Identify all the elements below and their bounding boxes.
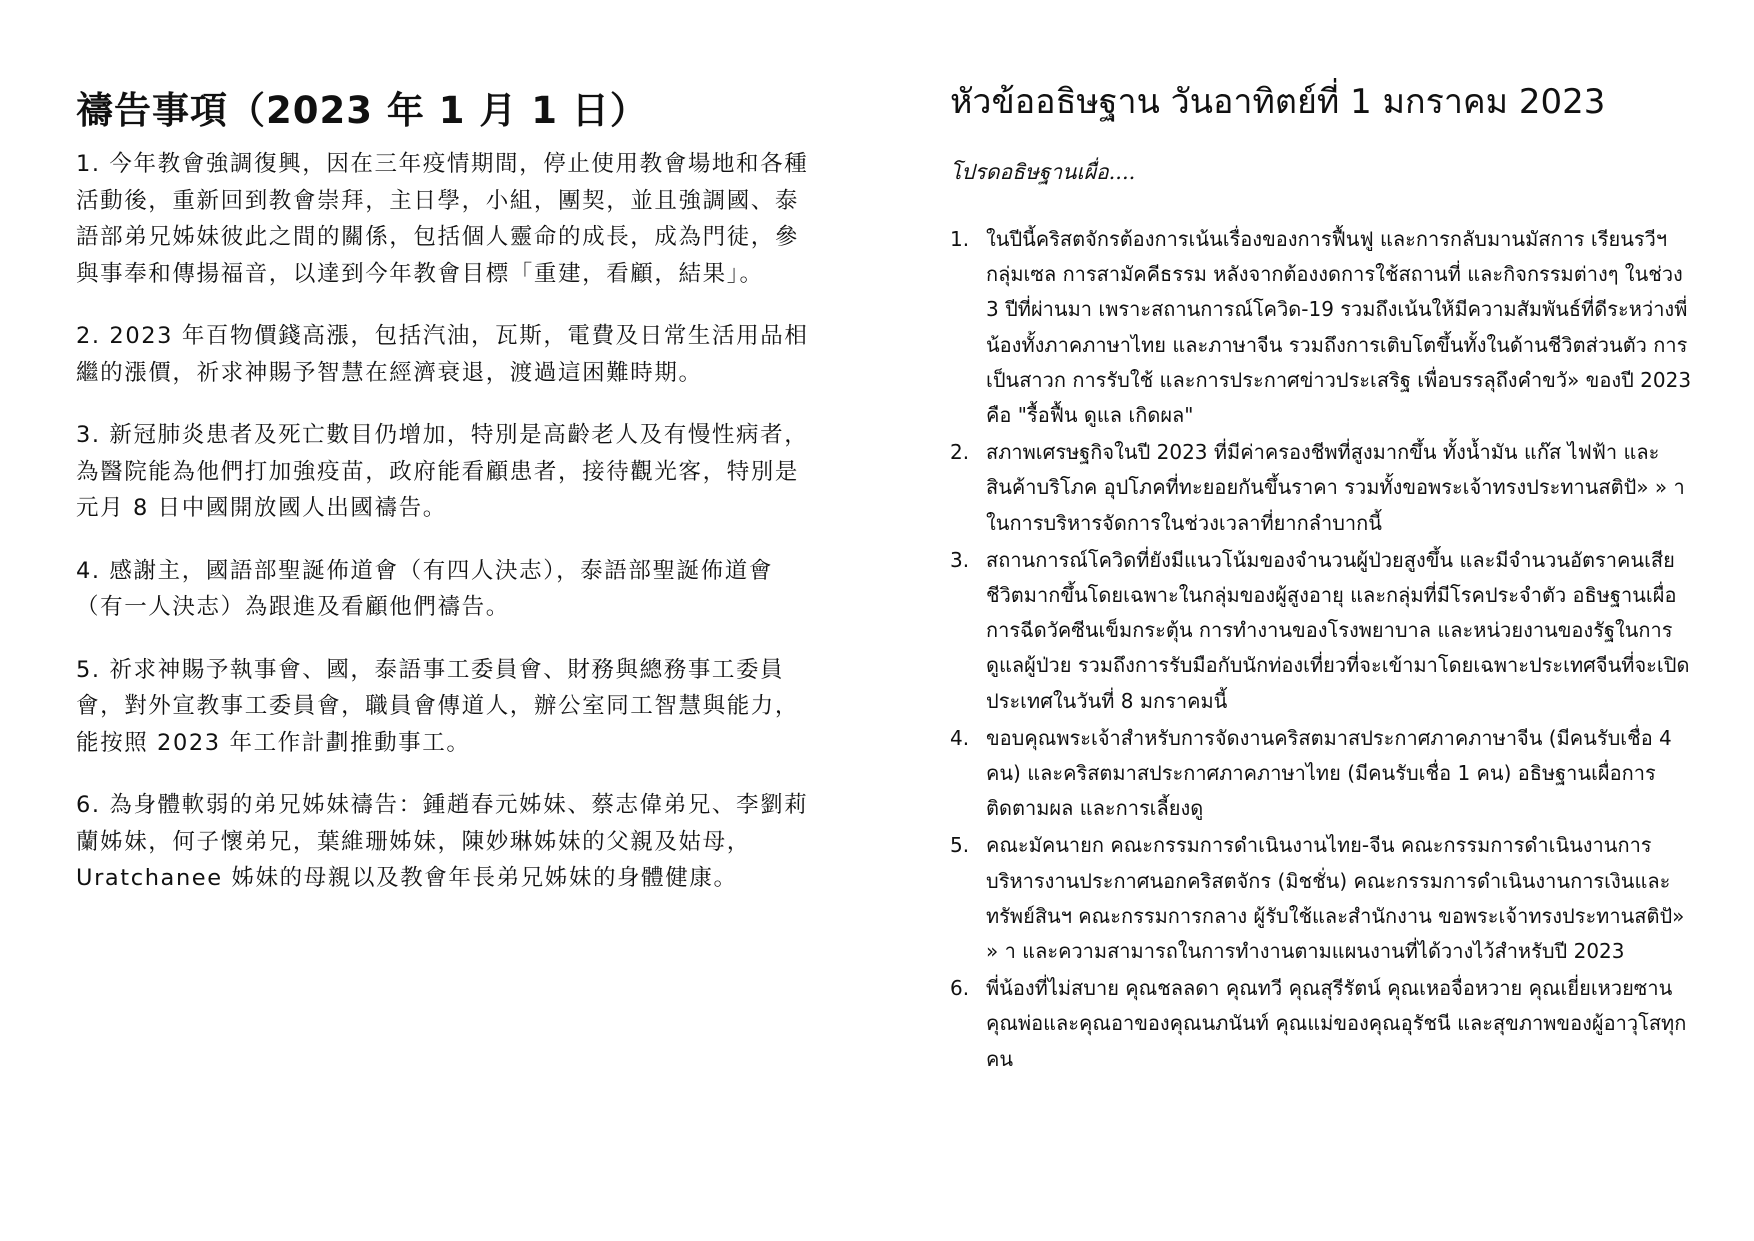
thai-prayer-item: [950, 971, 1692, 1077]
thai-prayer-item: [950, 721, 1692, 827]
thai-prayer-item: [950, 543, 1692, 719]
item-text: ขอบคุณพระเจ้าสำหรับการจัดงานคริสตมาสประกาศภาคภาษาจีน (มีคนรับเชื่อ 4 คน) และคริสตมาสประกาศภาคภาษาไทย (มีคนรับเชื่อ 1 คน) อธิษฐานเผื่อการติดตามผล และการเลี้ยงดู: [986, 725, 1672, 821]
item-number: 5.: [950, 833, 970, 858]
thai-prayer-item: [950, 828, 1692, 969]
item-text: คณะมัคนายก คณะกรรมการดำเนินงานไทย-จีน คณะกรรมการดำเนินงานการบริหารงานประกาศนอกคริสตจักร (มิชชั่น) คณะกรรมการดำเนินงานการเงินและทรัพย์สินฯ คณะกรรมการกลาง ผู้รับใช้และสำนักงาน ขอพระเจ้าทรงประทานสติปั» » า และความสามารถในการทำงานตามแผนงานที่ได้วางไว้สำหรับปี 2023: [986, 833, 1685, 964]
item-number: 6.: [950, 976, 970, 1001]
item-text: สถานการณ์โควิดที่ยังมีแนวโน้มของจำนวนผู้ป่วยสูงขึ้น และมีจำนวนอัตราคนเสียชีวิตมากขึ้นโดยเฉพาะในกลุ่มของผู้สูงอายุ และกลุ่มที่มีโรคประจำตัว อธิษฐานเผื่อการฉีดวัคซีนเข็มกระตุ้น การทำงานของโรงพยาบาล และหน่วยงานของรัฐในการดูแลผู้ป่วย รวมถึงการรับมือกับนักท่องเที่ยวที่จะเข้ามาโดยเฉพาะประเทศจีนที่จะเปิดประเทศในวันที่ 8 มกราคมนี้: [986, 547, 1690, 713]
item-text: สภาพเศรษฐกิจในปี 2023 ที่มีค่าครองชีพที่สูงมากขึ้น ทั้งน้ำมัน แก๊ส ไฟฟ้า และสินค้าบริโภค อุปโภคที่ทะยอยกันขึ้นราคา รวมทั้งขอพระเจ้าทรงประทานสติปั» » าในการบริหารจัดการในช่วงเวลาที่ยากลำบากนี้: [986, 440, 1685, 535]
chinese-title: 禱告事項（2023 年 1 月 1 日）: [76, 89, 648, 132]
chinese-prayer-item: 5. 祈求神賜予執事會、國，泰語事工委員會、財務與總務事工委員會，對外宣教事工委員會，職員會傳道人，辦公室同工智慧與能力，能按照 2023 年工作計劃推動事工。: [76, 656, 800, 756]
chinese-prayer-item: 1. 今年教會強調復興，因在三年疫情期間，停止使用教會場地和各種活動後，重新回到教會崇拜，主日學，小組，團契，並且強調國、泰語部弟兄姊妹彼此之間的關係，包括個人靈命的成長，成為門徒，參與事奉和傳揚福音，以達到今年教會目標「重建，看顧，結果」。: [76, 151, 809, 287]
item-number: 1.: [950, 227, 970, 251]
chinese-prayer-list: [76, 146, 816, 923]
item-number: 3.: [950, 547, 970, 572]
item-text: ในปีนี้คริสตจักรต้องการเน้นเรื่องของการฟื้นฟู และการกลับมานมัสการ เรียนรวีฯ กลุ่มเซล การสามัคคีธรรม หลังจากต้องงดการใช้สถานที่ และกิจกรรมต่างๆ ในช่วง 3 ปีที่ผ่านมา เพราะสถานการณ์โควิด-19 รวมถึงเน้นให้มีความสัมพันธ์ที่ดีระหว่างพี่น้องทั้งภาคภาษาไทย และภาษาจีน รวมถึงการเติบโตขึ้นทั้งในด้านชีวิตส่วนตัว การเป็นสาวก การรับใช้ และการประกาศข่าวประเสริฐ เพื่อบรรลุถึงคำขวั» ของปี 2023 คือ "รื้อฟื้น ดูแล เกิดผล": [986, 227, 1692, 428]
item-number: 2.: [950, 440, 970, 465]
chinese-prayer-item: 4. 感謝主，國語部聖誕佈道會（有四人決志），泰語部聖誕佈道會（有一人決志）為跟進及看顧他們禱告。: [76, 557, 773, 620]
thai-prayer-item: [950, 435, 1692, 541]
chinese-prayer-item: 6. 為身體軟弱的弟兄姊妹禱告：鍾趙春元姊妹、蔡志偉弟兄、李劉莉蘭姊妹，何子懷弟兄，葉維珊姊妹，陳妙琳姊妹的父親及姑母，Uratchanee 姊妹的母親以及教會年長弟兄姊妹的身體健康。: [76, 792, 809, 891]
thai-intro: โปรดอธิษฐานเผื่อ....: [950, 160, 1136, 184]
thai-prayer-item: [950, 222, 1692, 433]
chinese-prayer-item: 2. 2023 年百物價錢高漲，包括汽油，瓦斯，電費及日常生活用品相繼的漲價，祈求神賜予智慧在經濟衰退，渡過這困難時期。: [76, 323, 809, 386]
item-number: 4.: [950, 725, 970, 750]
item-text: พี่น้องที่ไม่สบาย คุณชลลดา คุณทวี คุณสุรีรัตน์ คุณเหอจื่อหวาย คุณเยี่ยเหวยซาน คุณพ่อและคุณอาของคุณนภนันท์ คุณแม่ของคุณอุรัชนี และสุขภาพของผู้อาวุโสทุกคน: [986, 976, 1687, 1071]
thai-prayer-list: [950, 222, 1692, 1079]
chinese-prayer-item: 3. 新冠肺炎患者及死亡數目仍增加，特別是高齡老人及有慢性病者，為醫院能為他們打加強疫苗，政府能看顧患者，接待觀光客，特別是元月 8 日中國開放國人出國禱告。: [76, 422, 809, 521]
thai-title: หัวข้ออธิษฐาน วันอาทิตย์ที่ 1 มกราคม 2023: [950, 82, 1606, 122]
